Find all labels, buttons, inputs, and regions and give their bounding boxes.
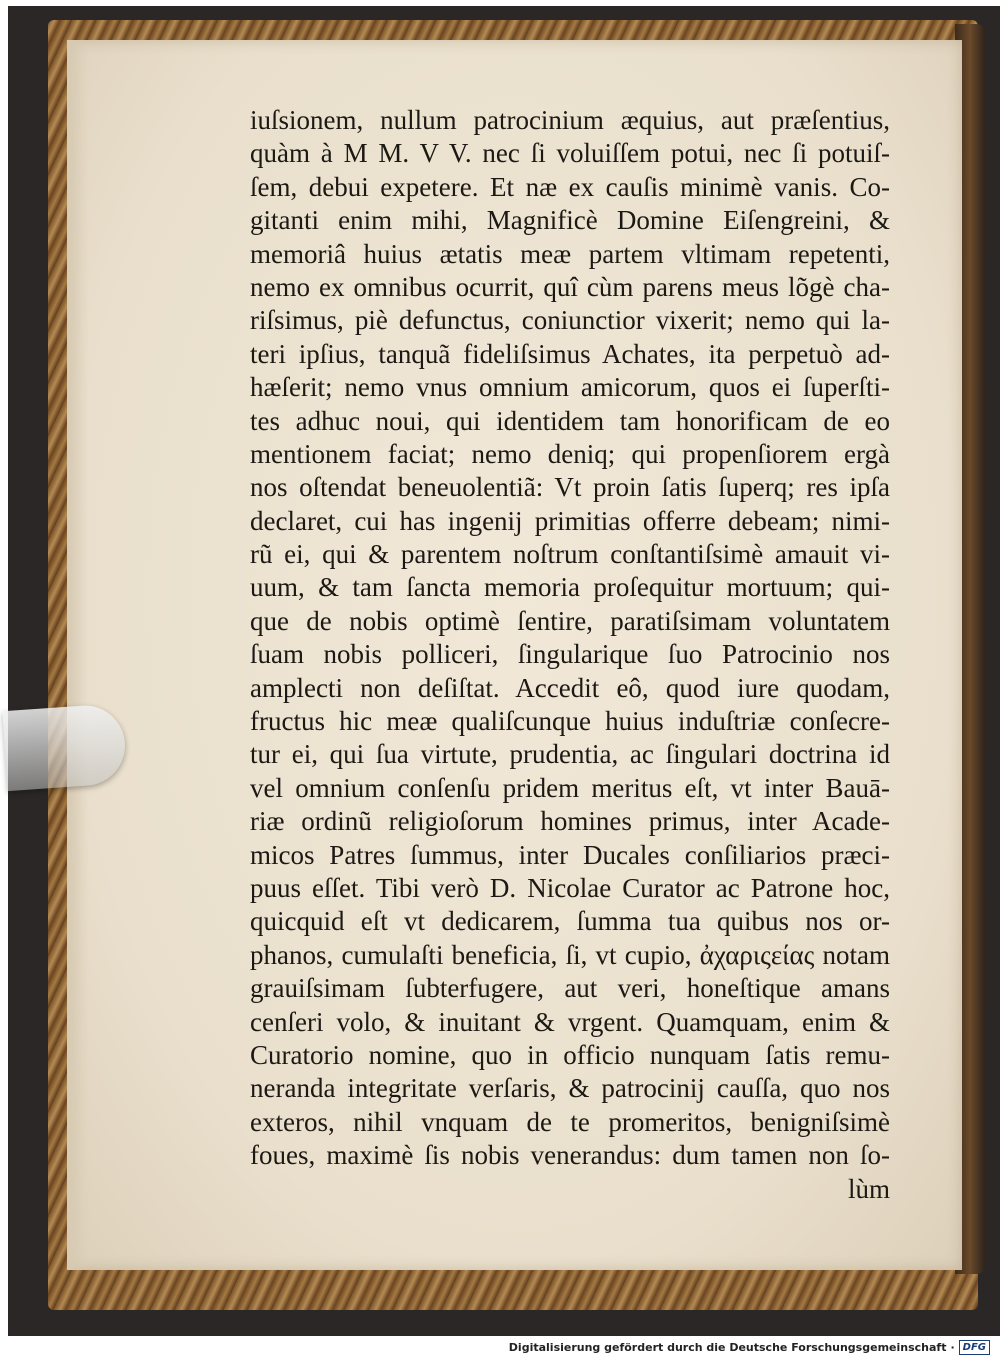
text-line: uum, & tam ſancta memoria proſequitur mortuum; qui- bbox=[250, 572, 890, 603]
text-line: fructus hic meæ qualiſcunque huius induſtriæ conſecre- bbox=[250, 706, 890, 737]
text-line: riſsimus, piè defunctus, coniunctior vixerit; nemo qui la- bbox=[250, 305, 890, 336]
text-line: nos oſtendat beneuolentiã: Vt proin ſatis ſuperq; res ipſa bbox=[250, 472, 890, 503]
text-line: vel omnium conſenſu pridem meritus eſt, vt inter Bauā- bbox=[250, 772, 890, 803]
text-line: quicquid eſt vt dedicarem, ſumma tua quibus nos or- bbox=[250, 906, 890, 937]
text-line: puus eſſet. Tibi verò D. Nicolae Curator ac Patrone hoc, bbox=[250, 872, 890, 903]
text-line: tes adhuc noui, qui identidem tam honorificam de eo bbox=[250, 405, 890, 436]
text-line: quàm à M M. V V. nec ſi voluiſſem potui, nec ſi potuiſ- bbox=[250, 138, 890, 169]
text-line: grauiſsimam ſubterfugere, aut veri, honeſtique amans bbox=[250, 973, 890, 1004]
page-text bbox=[250, 104, 890, 1206]
text-line: foues, maximè ſis nobis venerandus: dum tamen non ſo- bbox=[250, 1140, 890, 1171]
text-line: phanos, cumulaſti beneficia, ſi, vt cupio, ἀχαριςείας notam bbox=[250, 939, 890, 970]
text-line: amplecti non deſiſtat. Accedit eô, quod iure quodam, bbox=[250, 672, 890, 703]
text-line: micos Patres ſummus, inter Ducales conſiliarios præci- bbox=[250, 839, 890, 870]
page-gutter-shadow bbox=[67, 40, 89, 1270]
text-line: Curatorio nomine, quo in officio nunquam ſatis remu- bbox=[250, 1039, 890, 1070]
text-line: riæ ordinũ religioſorum homines primus, inter Acade- bbox=[250, 806, 890, 837]
text-line: tur ei, qui ſua virtute, prudentia, ac ſingulari doctrina id bbox=[250, 739, 890, 770]
text-line: gitanti enim mihi, Magnificè Domine Eiſengreini, & bbox=[250, 205, 890, 236]
text-line: ſem, debui expetere. Et næ ex cauſis minimè vanis. Co- bbox=[250, 171, 890, 202]
text-line: ſuam nobis polliceri, ſingularique ſuo Patrocinio nos bbox=[250, 639, 890, 670]
dfg-logo: DFG bbox=[959, 1340, 990, 1355]
credit-text: Digitalisierung gefördert durch die Deutsche Forschungsgemeinschaft bbox=[508, 1340, 947, 1354]
text-line: iuſsionem, nullum patrocinium æquius, aut præſentius, bbox=[250, 105, 890, 135]
text-line: cenſeri volo, & inuitant & vrgent. Quamquam, enim & bbox=[250, 1006, 890, 1037]
text-line: nemo ex omnibus ocurrit, quî cùm parens meus lõgè cha- bbox=[250, 271, 890, 302]
digitization-credit: Digitalisierung gefördert durch die Deutsche Forschungsgemeinschaft · DFG bbox=[509, 1340, 990, 1354]
text-line: hæſerit; nemo vnus omnium amicorum, quos ei ſuperſti- bbox=[250, 372, 890, 403]
text-line: mentionem faciat; nemo deniq; qui propenſiorem ergà bbox=[250, 438, 890, 469]
text-line: declaret, cui has ingenij primitias offerre debeam; nimi- bbox=[250, 505, 890, 536]
catchword: lùm bbox=[847, 1173, 890, 1204]
text-line: memoriâ huius ætatis meæ partem vltimam repetenti, bbox=[250, 238, 890, 269]
text-line: teri ipſius, tanquã fideliſsimus Achates, ita perpetuò ad- bbox=[250, 338, 890, 369]
text-line: neranda integritate verſaris, & patrocinij cauſſa, quo nos bbox=[250, 1073, 890, 1104]
text-line: exteros, nihil vnquam de te promeritos, benigniſsimè bbox=[250, 1106, 890, 1137]
text-line: rũ ei, qui & parentem noſtrum conſtantiſsimè amauit vi- bbox=[250, 539, 890, 570]
text-line: que de nobis optimè ſentire, paratiſsimam voluntatem bbox=[250, 605, 890, 636]
